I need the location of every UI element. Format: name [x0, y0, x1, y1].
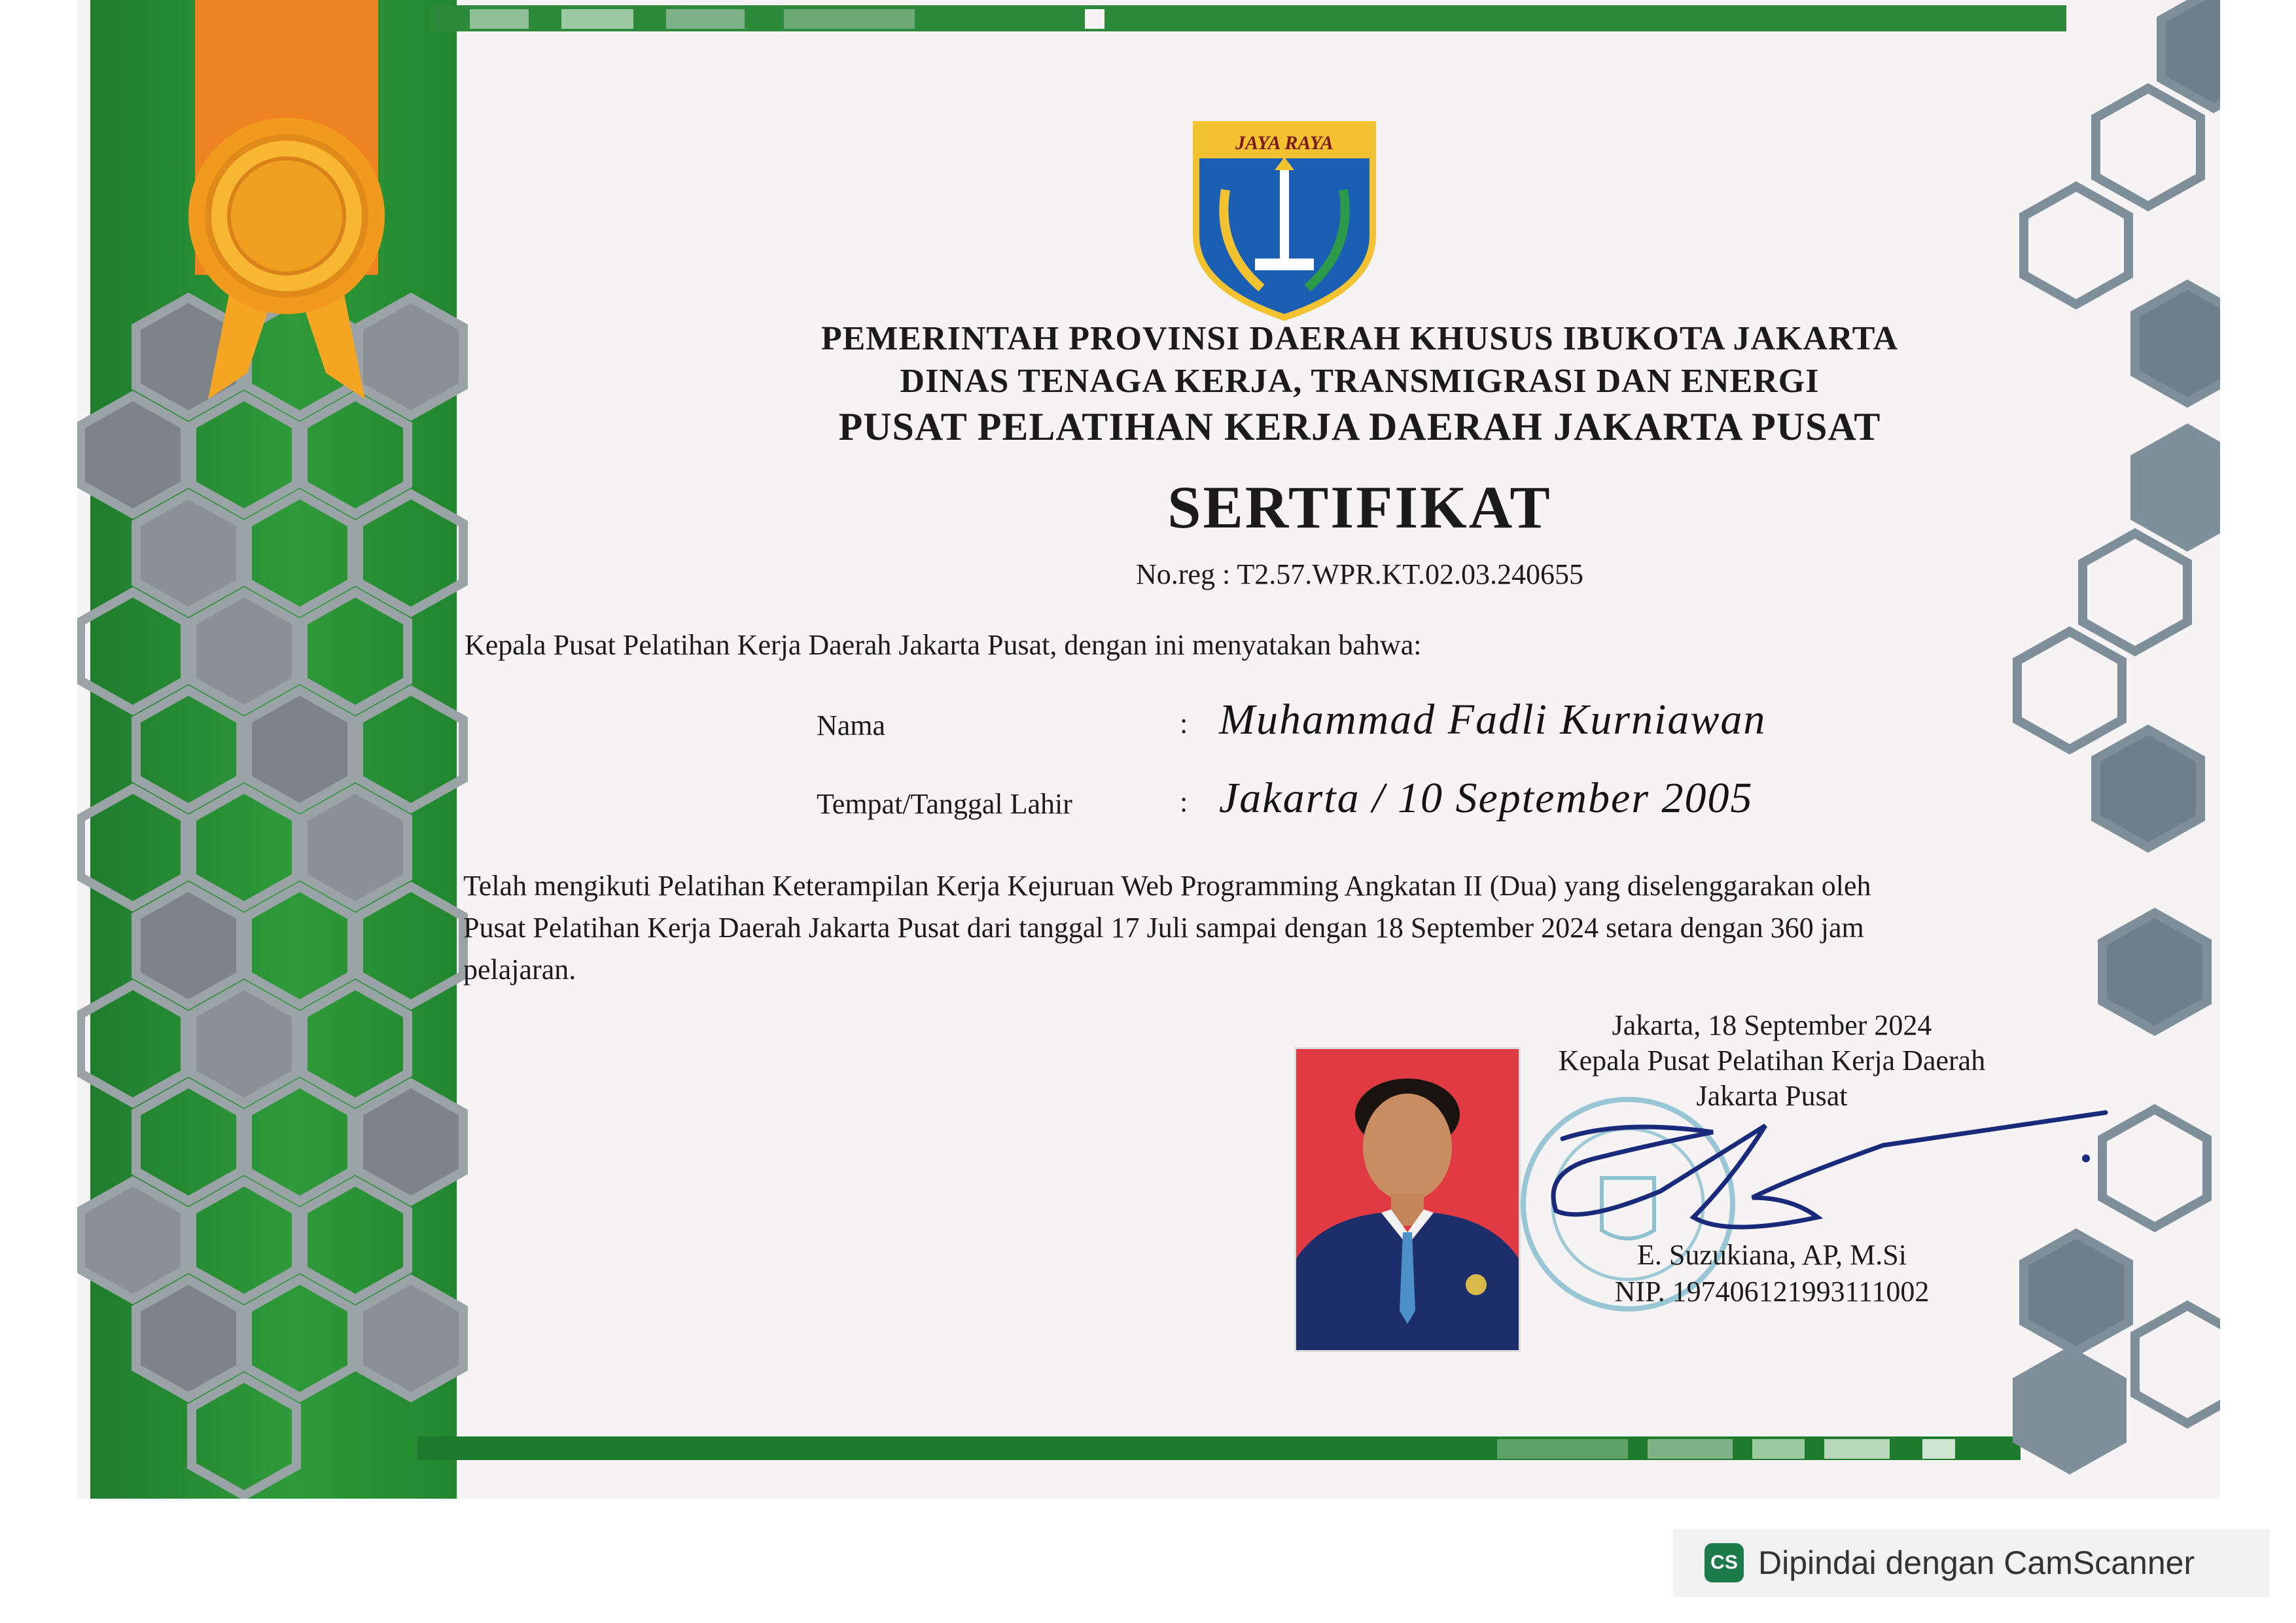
signing-place-date: Jakarta, 18 September 2024	[1612, 1009, 1932, 1041]
certificate	[77, 0, 2220, 1499]
handwritten-signature	[1517, 1099, 2138, 1257]
training-statement-line-3: pelajaran.	[463, 954, 576, 986]
signer-nip: NIP. 197406121993111002	[1614, 1275, 1930, 1308]
training-statement-line-2: Pusat Pelatihan Kerja Daerah Jakarta Pusat dari tanggal 17 Juli sampai dengan 18 September 2024 setara dengan 360 jam	[463, 912, 1864, 944]
hexagon-pattern-right	[1945, 0, 2220, 1499]
camscanner-icon: CS	[1704, 1543, 1744, 1582]
training-statement-line-1: Telah mengikuti Pelatihan Keterampilan Kerja Kejuruan Web Programming Angkatan II (Dua) yang diselenggarakan oleh	[463, 870, 1871, 902]
name-colon: :	[1180, 707, 1188, 740]
camscanner-label: Dipindai dengan CamScanner	[1758, 1544, 2195, 1581]
birth-place-date: Jakarta / 10 September 2005	[1219, 774, 1754, 822]
signer-position-line-1: Kepala Pusat Pelatihan Kerja Daerah	[1558, 1044, 1986, 1077]
header-line-2: DINAS TENAGA KERJA, TRANSMIGRASI DAN ENERGI	[900, 363, 1820, 400]
signer-position-line-2: Jakarta Pusat	[1696, 1080, 1848, 1112]
top-border-stripe	[431, 0, 2066, 31]
jakarta-emblem-icon	[1190, 118, 1379, 321]
signature-block	[1543, 1008, 2001, 1114]
award-ribbon-icon	[169, 0, 404, 419]
name-label: Nama	[817, 709, 886, 741]
svg-text:JAYA RAYA: JAYA RAYA	[1235, 132, 1333, 154]
header-line-3: PUSAT PELATIHAN KERJA DAERAH JAKARTA PUSAT	[838, 405, 1881, 448]
intro-statement: Kepala Pusat Pelatihan Kerja Daerah Jakarta Pusat, dengan ini menyatakan bahwa:	[465, 629, 1422, 661]
recipient-name: Muhammad Fadli Kurniawan	[1219, 696, 1767, 743]
bottom-border-stripe	[417, 1436, 2021, 1469]
birth-colon: :	[1180, 786, 1188, 818]
certificate-title: SERTIFIKAT	[1167, 474, 1552, 541]
recipient-photo	[1294, 1047, 1521, 1352]
signer-name: E. Suzukiana, AP, M.Si	[1637, 1239, 1907, 1271]
birth-label: Tempat/Tanggal Lahir	[817, 788, 1072, 820]
header-line-1: PEMERINTAH PROVINSI DAERAH KHUSUS IBUKOTA JAKARTA	[821, 320, 1899, 357]
training-statement	[463, 865, 2164, 991]
registration-number: No.reg : T2.57.WPR.KT.02.03.240655	[1136, 558, 1583, 590]
camscanner-watermark	[1673, 1529, 2270, 1597]
